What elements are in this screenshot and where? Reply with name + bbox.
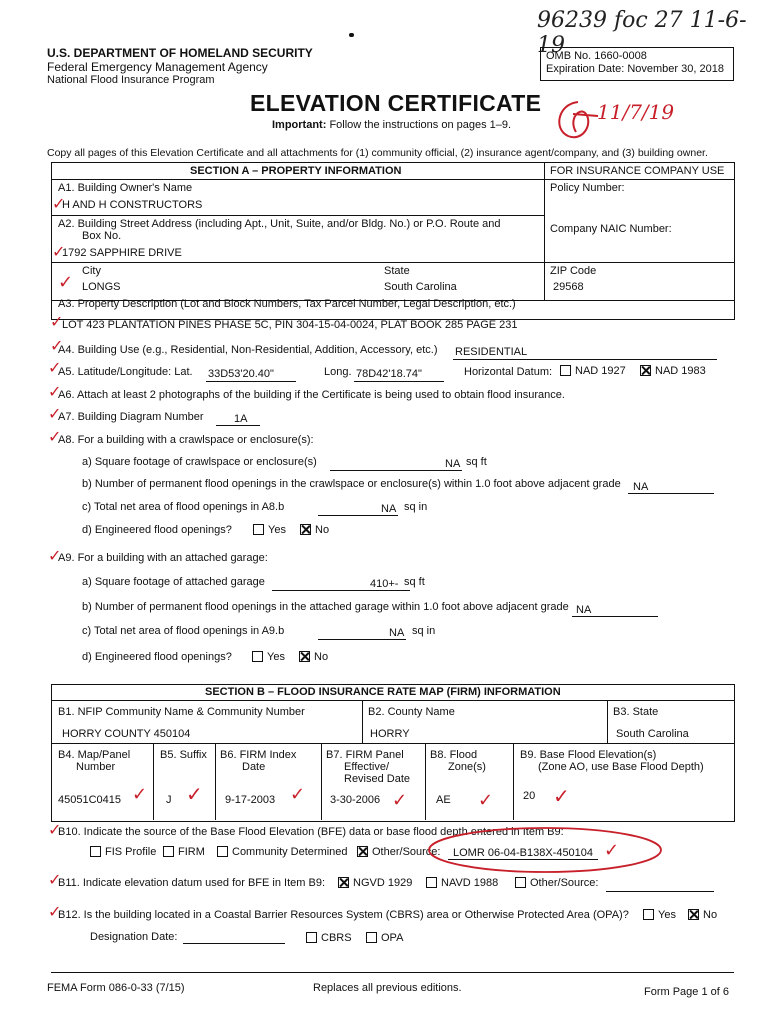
b4-label-line2: Number — [76, 761, 116, 773]
a9d-no-label: No — [314, 651, 329, 663]
checkmark-icon: ✓ — [58, 272, 74, 293]
a8c-value: NA — [381, 503, 397, 515]
checkmark-icon: ✓ — [290, 784, 306, 805]
b8-label-line1: B8. Flood — [430, 749, 478, 761]
checkmark-icon: ✓ — [48, 404, 62, 423]
nad1983-checkbox[interactable] — [640, 365, 651, 376]
dot-mark — [349, 33, 354, 37]
checkmark-icon: ✓ — [392, 790, 408, 811]
circle-mark — [425, 822, 665, 878]
state-value: South Carolina — [384, 281, 457, 293]
navd-label: NAVD 1988 — [441, 877, 499, 889]
b8-label — [430, 749, 486, 773]
firm-option[interactable] — [163, 846, 205, 858]
fis-profile-label: FIS Profile — [105, 846, 157, 858]
nad1983-label: NAD 1983 — [655, 365, 706, 377]
a9d-yes-checkbox[interactable] — [252, 651, 263, 662]
b11-label: B11. Indicate elevation datum used for BFE in Item B9: — [58, 877, 325, 889]
a7-label: A7. Building Diagram Number — [58, 411, 204, 423]
a8d-no[interactable] — [300, 524, 329, 536]
a8d-yes-label: Yes — [268, 524, 286, 536]
b12-yes[interactable] — [643, 909, 676, 921]
a8d-no-label: No — [315, 524, 330, 536]
omb-number: OMB No. 1660-0008 — [546, 50, 647, 62]
a8c-label: c) Total net area of flood openings in A8.b — [82, 501, 285, 513]
b9-label-line2: (Zone AO, use Base Flood Depth) — [538, 761, 704, 773]
opa-label: OPA — [381, 932, 404, 944]
a9c-unit: sq in — [412, 625, 436, 637]
navd-checkbox[interactable] — [426, 877, 437, 888]
important-text: Follow the instructions on pages 1–9. — [329, 119, 512, 131]
a9d-no[interactable] — [299, 651, 328, 663]
b10-label: B10. Indicate the source of the Base Flood Elevation (BFE) data or base flood depth entered in Item B9: — [58, 826, 564, 838]
b7-label-line3: Revised Date — [344, 773, 411, 785]
b5-value: J — [166, 794, 172, 806]
checkmark-icon: ✓ — [50, 336, 64, 355]
a5-long-label: Long. — [324, 366, 352, 378]
other-source-label: Other/Source: — [372, 846, 441, 858]
a9c-value: NA — [389, 627, 405, 639]
b12-yes-checkbox[interactable] — [643, 909, 654, 920]
opa-option[interactable] — [366, 932, 403, 944]
a6-label: A6. Attach at least 2 photographs of the building if the Certificate is being used to obtain flood insurance. — [58, 389, 565, 401]
a9b-label: b) Number of permanent flood openings in the attached garage within 1.0 foot above adjacent grade — [82, 601, 569, 613]
a9-label: A9. For a building with an attached garage: — [58, 552, 268, 564]
agency-line-1: U.S. DEPARTMENT OF HOMELAND SECURITY — [47, 46, 313, 60]
b4-label-line1: B4. Map/Panel — [58, 749, 131, 761]
ngvd-label: NGVD 1929 — [353, 877, 413, 889]
handwritten-note: 96239 foc 27 11-6-19 — [537, 8, 747, 58]
agency-line-3: National Flood Insurance Program — [47, 74, 215, 86]
nad1983-option[interactable] — [640, 365, 706, 377]
b12-yes-label: Yes — [658, 909, 676, 921]
b12-no-label: No — [703, 909, 718, 921]
replaces-note: Replaces all previous editions. — [313, 982, 462, 994]
b7-label-line1: B7. FIRM Panel — [326, 749, 404, 761]
insurance-title: FOR INSURANCE COMPANY USE — [550, 165, 725, 177]
firm-label: FIRM — [178, 846, 205, 858]
a9c-label: c) Total net area of flood openings in A9.b — [82, 625, 285, 637]
b9-label-line1: B9. Base Flood Elevation(s) — [520, 749, 657, 761]
ngvd-checkbox[interactable] — [338, 877, 349, 888]
a8a-unit: sq ft — [466, 456, 487, 468]
b4-value: 45051C0415 — [58, 794, 122, 806]
opa-checkbox[interactable] — [366, 932, 377, 943]
b12-no[interactable] — [688, 909, 717, 921]
a5-lat: 33D53'20.40" — [208, 368, 274, 380]
city-label: City — [82, 265, 101, 277]
b9-label — [520, 749, 704, 773]
company-naic-label: Company NAIC Number: — [550, 223, 672, 235]
b5-label: B5. Suffix — [160, 749, 207, 761]
checkmark-icon: ✓ — [50, 312, 64, 331]
a8b-value: NA — [633, 481, 649, 493]
designation-date-label: Designation Date: — [90, 931, 178, 943]
a3-value: LOT 423 PLANTATION PINES PHASE 5C, PIN 304-15-04-0024, PLAT BOOK 285 PAGE 231 — [62, 319, 518, 331]
a8a-value: NA — [445, 458, 461, 470]
other-source-2-option[interactable] — [515, 877, 598, 889]
section-b-title: SECTION B – FLOOD INSURANCE RATE MAP (FIRM) INFORMATION — [205, 686, 561, 698]
b7-value: 3-30-2006 — [330, 794, 381, 806]
a8c-unit: sq in — [404, 501, 428, 513]
a8d-yes[interactable] — [253, 524, 286, 536]
a2-value: 1792 SAPPHIRE DRIVE — [62, 247, 182, 259]
nad1927-option[interactable] — [560, 365, 626, 377]
a9d-label: d) Engineered flood openings? — [82, 651, 232, 663]
a1-label: A1. Building Owner's Name — [58, 182, 193, 194]
fis-profile-checkbox[interactable] — [90, 846, 101, 857]
a9d-yes-label: Yes — [267, 651, 285, 663]
checkmark-icon: ✓ — [48, 382, 62, 401]
a2-label-2: Box No. — [82, 230, 122, 242]
community-determined-label: Community Determined — [232, 846, 348, 858]
b1-value: HORRY COUNTY 450104 — [62, 728, 191, 740]
a2-label: A2. Building Street Address (including Apt., Unit, Suite, and/or Bldg. No.) or P.O. Route and — [58, 218, 501, 230]
checkmark-icon: ✓ — [48, 870, 62, 889]
navd-option[interactable] — [426, 877, 498, 889]
b7-label — [326, 749, 410, 785]
b10-value: LOMR 06-04-B138X-450104 — [453, 847, 594, 859]
checkmark-icon: ✓ — [52, 194, 66, 213]
a9a-value: 410+- — [370, 578, 399, 590]
b1-label: B1. NFIP Community Name & Community Number — [58, 706, 305, 718]
b8-value: AE — [436, 794, 451, 806]
community-determined-option[interactable] — [217, 846, 348, 858]
signature-date: 11/7/19 — [597, 100, 675, 124]
a8a-label: a) Square footage of crawlspace or enclosure(s) — [82, 456, 317, 468]
cbrs-option[interactable] — [306, 932, 352, 944]
agency-line-2: Federal Emergency Management Agency — [47, 60, 268, 74]
a5-label: A5. Latitude/Longitude: Lat. — [58, 366, 193, 378]
b6-label — [220, 749, 296, 773]
a5-long: 78D42'18.74" — [356, 368, 422, 380]
a3-label: A3. Property Description (Lot and Block Numbers, Tax Parcel Number, Legal Description, etc.) — [58, 298, 516, 310]
b3-value: South Carolina — [616, 728, 689, 740]
b6-label-line2: Date — [242, 761, 266, 773]
copy-note: Copy all pages of this Elevation Certificate and all attachments for (1) community official, (2) insurance agent/company, and (3) building owner. — [47, 147, 708, 159]
checkmark-icon: ✓ — [48, 427, 62, 446]
a9d-no-checkbox[interactable] — [299, 651, 310, 662]
checkmark-icon: ✓ — [604, 840, 620, 861]
a8-label: A8. For a building with a crawlspace or enclosure(s): — [58, 434, 314, 446]
cbrs-checkbox[interactable] — [306, 932, 317, 943]
b12-label: B12. Is the building located in a Coastal Barrier Resources System (CBRS) area or Otherwise Protected Area (OPA)? — [58, 909, 629, 921]
policy-number-label: Policy Number: — [550, 182, 625, 194]
a4-label: A4. Building Use (e.g., Residential, Non-Residential, Addition, Accessory, etc.) — [58, 344, 438, 356]
a9b-value: NA — [576, 604, 592, 616]
a9a-unit: sq ft — [404, 576, 425, 588]
community-determined-checkbox[interactable] — [217, 846, 228, 857]
fis-profile-option[interactable] — [90, 846, 156, 858]
a1-value: H AND H CONSTRUCTORS — [62, 199, 203, 211]
checkmark-icon: ✓ — [52, 242, 66, 261]
a7-value: 1A — [234, 413, 248, 425]
firm-checkbox[interactable] — [163, 846, 174, 857]
insurance-divider — [544, 162, 545, 301]
a5-datum-label: Horizontal Datum: — [464, 366, 553, 378]
other-source-2-checkbox[interactable] — [515, 877, 526, 888]
checkmark-icon: ✓ — [553, 784, 570, 808]
checkmark-icon: ✓ — [132, 784, 148, 805]
b6-label-line1: B6. FIRM Index — [220, 749, 297, 761]
checkmark-icon: ✓ — [48, 902, 62, 921]
b3-label: B3. State — [613, 706, 659, 718]
b12-no-checkbox[interactable] — [688, 909, 699, 920]
a8d-label: d) Engineered flood openings? — [82, 524, 232, 536]
zip-label: ZIP Code — [550, 265, 597, 277]
other-source-checkbox[interactable] — [357, 846, 368, 857]
b8-label-line2: Zone(s) — [448, 761, 486, 773]
b9-value: 20 — [523, 790, 536, 802]
a8b-label: b) Number of permanent flood openings in the crawlspace or enclosure(s) within 1.0 foot above adjacent grade — [82, 478, 621, 490]
b4-label — [58, 749, 130, 773]
b7-label-line2: Effective/ — [344, 761, 390, 773]
cbrs-label: CBRS — [321, 932, 352, 944]
other-source-2-label: Other/Source: — [530, 877, 599, 889]
state-label: State — [384, 265, 410, 277]
a4-value: RESIDENTIAL — [455, 346, 528, 358]
page-number: Form Page 1 of 6 — [644, 986, 729, 998]
b6-value: 9-17-2003 — [225, 794, 276, 806]
city-value: LONGS — [82, 281, 121, 293]
b2-value: HORRY — [370, 728, 410, 740]
checkmark-icon: ✓ — [48, 358, 62, 377]
checkmark-icon: ✓ — [48, 820, 62, 839]
ngvd-option[interactable] — [338, 877, 412, 889]
nad1927-checkbox[interactable] — [560, 365, 571, 376]
nad1927-label: NAD 1927 — [575, 365, 626, 377]
section-a-title: SECTION A – PROPERTY INFORMATION — [190, 165, 402, 177]
form-id: FEMA Form 086-0-33 (7/15) — [47, 982, 185, 994]
a8d-yes-checkbox[interactable] — [253, 524, 264, 535]
important-note — [272, 119, 511, 131]
form-title: ELEVATION CERTIFICATE — [250, 90, 542, 116]
a9a-label: a) Square footage of attached garage — [82, 576, 265, 588]
expiration-date: Expiration Date: November 30, 2018 — [546, 63, 724, 75]
checkmark-icon: ✓ — [186, 782, 203, 806]
checkmark-icon: ✓ — [478, 790, 494, 811]
checkmark-icon: ✓ — [48, 546, 62, 565]
a8d-no-checkbox[interactable] — [300, 524, 311, 535]
b2-label: B2. County Name — [368, 706, 455, 718]
zip-value: 29568 — [553, 281, 584, 293]
important-label: Important: — [272, 119, 327, 131]
a9d-yes[interactable] — [252, 651, 285, 663]
